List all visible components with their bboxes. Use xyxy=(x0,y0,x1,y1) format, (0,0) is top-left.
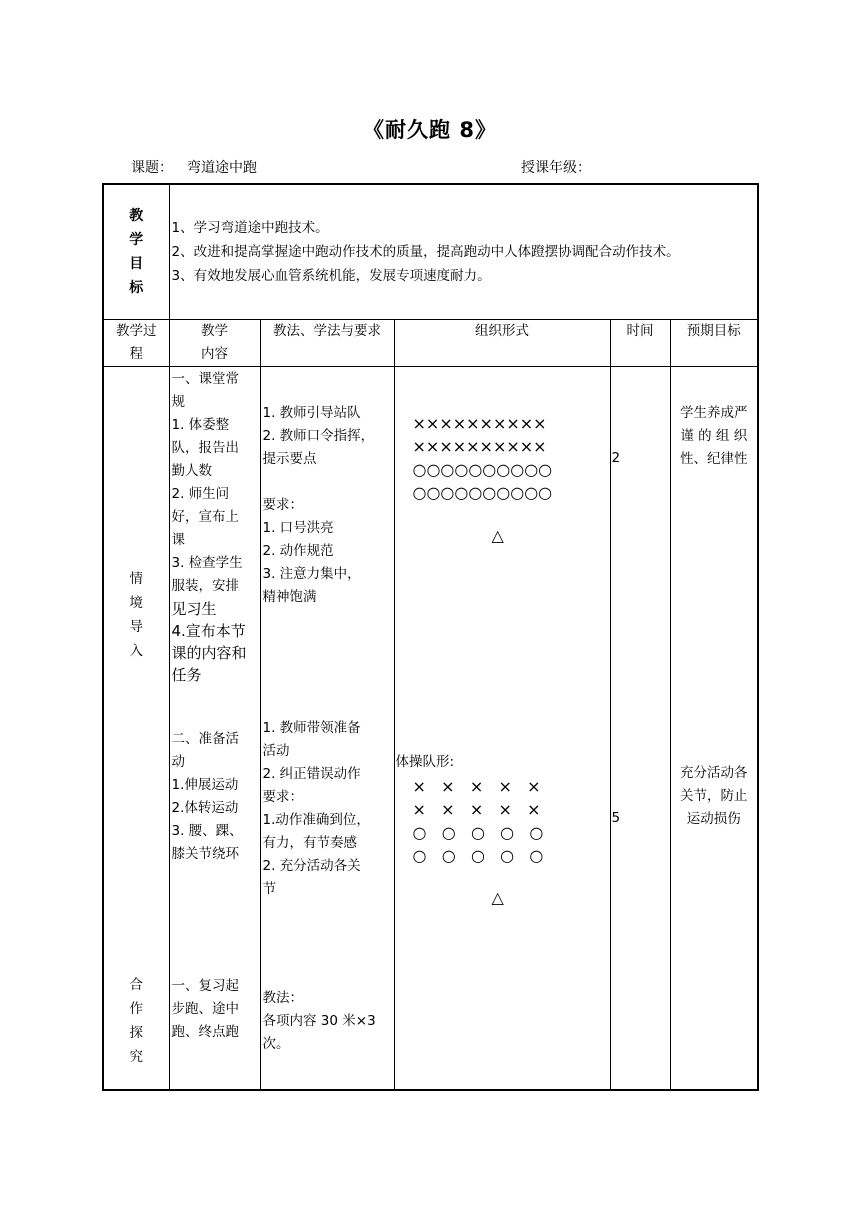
header-method: 教法、学法与要求 xyxy=(260,319,394,366)
header-time: 时间 xyxy=(610,319,670,366)
organization-column xyxy=(394,366,610,1090)
formation-lines xyxy=(413,412,608,504)
method-part2: 1. 教师带领准备 活动 2. 纠正错误动作 要求： 1.动作准确到位， 有力，有节奏感 2. 充分活动各关 节 xyxy=(262,719,370,897)
target-part2: 充分活动各 关节，防止 运动损伤 xyxy=(680,764,748,827)
header-target: 预期目标 xyxy=(670,319,758,366)
time-part1: 2 xyxy=(611,449,621,466)
subject-value: 弯道途中跑 xyxy=(187,160,257,176)
formation-row: × × × × × xyxy=(412,776,541,796)
time-column xyxy=(610,366,670,1090)
formation-row: ×××××××××× xyxy=(412,413,547,433)
content-column xyxy=(169,366,260,1090)
stage-explore: 合 作 探 究 xyxy=(129,976,143,1065)
formation-row: ○ ○ ○ ○ ○ xyxy=(412,845,544,865)
method-part3: 教法： 各项内容 30 米×3 次。 xyxy=(262,989,376,1052)
goal-item: 3、有效地发展心血管系统机能，发展专项速度耐力。 xyxy=(171,267,491,284)
content-part1: 一、课堂常 规 1. 体委整 队，报告出 勤人数 2. 师生问 好，宣布上 课 3. 检查学生 服装，安排 见习生 4.宣布本节 课的内容和 任务 xyxy=(171,370,247,684)
method-column xyxy=(260,366,394,1090)
document-title: 《耐久跑 8》 xyxy=(363,118,497,142)
stage-intro: 情 境 导 入 xyxy=(129,570,143,659)
formation-row: ○○○○○○○○○○ xyxy=(412,482,553,502)
time-part2: 5 xyxy=(611,809,621,826)
formation2-label: 体操队形: xyxy=(395,753,455,770)
header-organization: 组织形式 xyxy=(394,319,610,366)
teacher-triangle-mark: △ xyxy=(491,887,504,907)
goal-item: 1、学习弯道途中跑技术。 xyxy=(171,219,329,236)
content-part2: 二、准备活 动 1.伸展运动 2.体转运动 3. 腰、踝、 膝关节绕环 xyxy=(171,730,243,862)
stage-column xyxy=(103,366,169,1090)
body-row xyxy=(103,366,758,1090)
method-part1: 1. 教师引导站队 2. 教师口令指挥， 提示要点 要求： 1. 口号洪亮 2. 动作规范 3. 注意力集中， 精神饱满 xyxy=(262,404,375,605)
goals-row xyxy=(103,184,758,319)
formation-row: ○ ○ ○ ○ ○ xyxy=(412,822,544,842)
target-column xyxy=(670,366,758,1090)
target-part1: 学生养成严 谨 的 组 织 性、纪律性 xyxy=(680,404,748,467)
content-part3: 一、复习起 步跑、途中 跑、终点跑 xyxy=(171,977,239,1040)
subject-label: 课题： xyxy=(131,160,173,176)
lesson-plan-table xyxy=(102,183,759,1091)
header-process: 教学过 程 xyxy=(103,319,169,366)
formation-row: ○○○○○○○○○○ xyxy=(412,459,553,479)
goal-item: 2、改进和提高掌握途中跑动作技术的质量，提高跑动中人体蹬摆协调配合动作技术。 xyxy=(171,243,680,260)
grade-label: 授课年级： xyxy=(521,160,591,176)
gym-formation xyxy=(413,775,608,867)
header-content: 教学 内容 xyxy=(169,319,260,366)
formation-row: × × × × × xyxy=(412,799,541,819)
goals-list xyxy=(169,184,758,319)
header-row xyxy=(103,319,758,366)
formation-row: ×××××××××× xyxy=(412,436,547,456)
goals-label: 教 学 目 标 xyxy=(103,184,169,319)
teacher-triangle-mark: △ xyxy=(491,525,504,545)
